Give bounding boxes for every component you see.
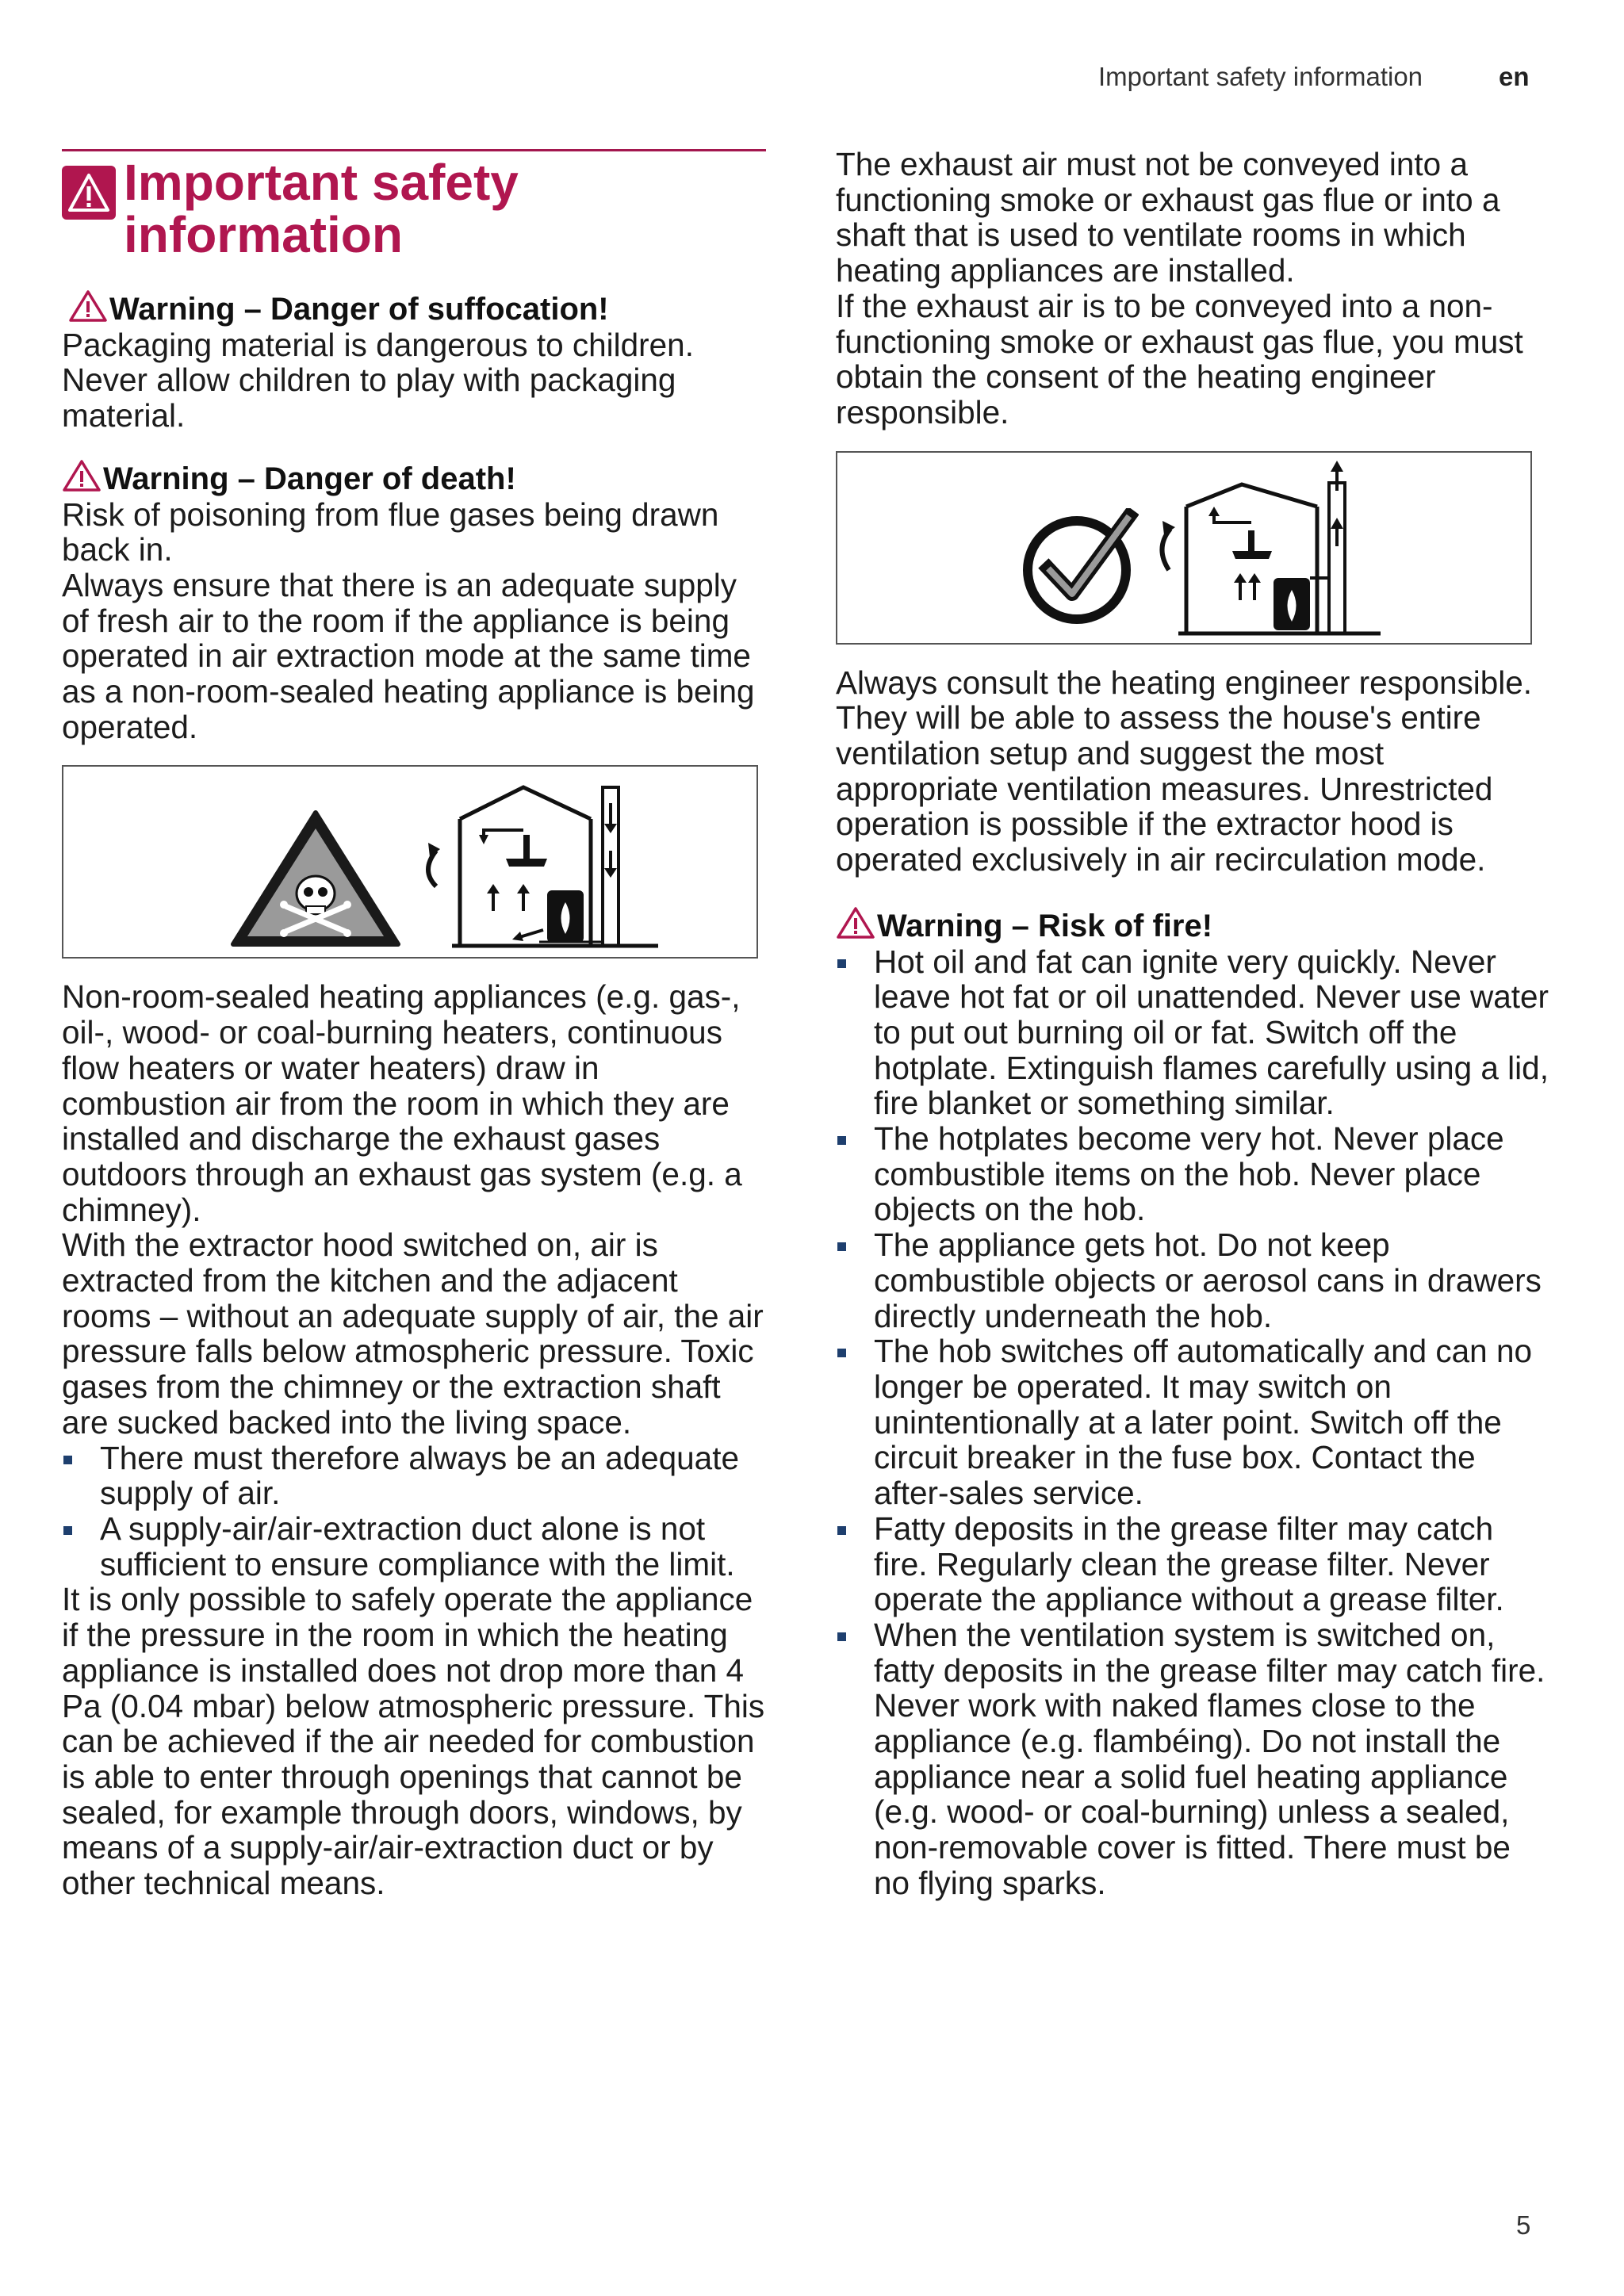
danger-illustration xyxy=(62,765,758,959)
list-item: When the ventilation system is switched on, fatty deposits in the grease filter may catch fire. Never work with naked flames close to the appliance (e.g. flambéing). Do not install the appliance near a solid fuel heating appliance (e.g. wood- or coal-burning) unless a sealed, non-removable cover is fitted. There must be no flying sparks. xyxy=(836,1617,1549,1901)
danger-skull-icon xyxy=(228,808,403,949)
warning-suffocation-text: Packaging material is dangerous to children. Never allow children to play with packaging material. xyxy=(62,326,694,434)
warning-death-heading xyxy=(62,459,766,497)
warning-suffocation-heading xyxy=(68,289,766,327)
list-item: The appliance gets hot. Do not keep combustible objects or aerosol cans in drawers directly underneath the hob. xyxy=(836,1227,1549,1334)
warning-triangle-icon xyxy=(62,459,102,492)
non-functioning-flue-paragraph: If the exhaust air is to be conveyed into a non-functioning smoke or exhaust gas flue, you must obtain the consent of the heating engineer responsible. xyxy=(836,287,1523,430)
warning-death-text2: Always ensure that there is an adequate supply of fresh air to the room if the appliance is being operated in air extraction mode at the same time as a non-room-sealed heating appliance is being operated. xyxy=(62,566,755,745)
heading-text: Warning – Danger of suffocation! xyxy=(109,292,609,327)
list-item: The hob switches off automatically and can no longer be operated. It may switch on unintentionally at a later point. Switch off the circuit breaker in the fuse box. Contact the after-sales service. xyxy=(836,1334,1549,1511)
warning-triangle-icon xyxy=(62,166,116,220)
fire-risk-list xyxy=(836,944,1549,1901)
heading-text: Warning – Risk of fire! xyxy=(877,908,1213,943)
warning-triangle-icon xyxy=(68,289,108,323)
exhaust-air-paragraph: The exhaust air must not be conveyed into a functioning smoke or exhaust gas flue or into a shaft that is used to ventilate rooms in which heating appliances are installed. xyxy=(836,146,1500,289)
list-item: The hotplates become very hot. Never place combustible items on the hob. Never place objects on the hob. xyxy=(836,1121,1549,1227)
warning-triangle-icon xyxy=(836,906,875,939)
list-item: Hot oil and fat can ignite very quickly. Never leave hot fat or oil unattended. Never use water to put out burning oil or fat. Switch off the hotplate. Extinguish flames carefully using a lid, fire blanket or something similar. xyxy=(836,944,1549,1122)
list-item: There must therefore always be an adequate supply of air. xyxy=(62,1441,766,1511)
section-title xyxy=(62,156,766,261)
air-supply-list xyxy=(62,1441,766,1582)
extractor-pressure-paragraph: With the extractor hood switched on, air is extracted from the kitchen and the adjacent rooms – without an adequate supply of air, the air pressure falls below atmospheric pressure. Toxic gases from the chimney or the extraction shaft are sucked backed into the living space. xyxy=(62,1226,764,1441)
list-item: A supply-air/air-extraction duct alone is not sufficient to ensure compliance with the limit. xyxy=(62,1511,766,1582)
page-number: 5 xyxy=(1516,2210,1531,2240)
list-item: Fatty deposits in the grease filter may catch fire. Regularly clean the grease filter. Never operate the appliance without a grease filter. xyxy=(836,1511,1549,1617)
page-title-line1: Important safety xyxy=(124,154,519,211)
safe-operation-paragraph: It is only possible to safely operate the appliance if the pressure in the room in which the heating appliance is installed does not drop more than 4 Pa (0.04 mbar) below atmospheric pressure. This can be achieved if the air needed for combustion is able to enter through openings that cannot be sealed, for example through doors, windows, by means of a supply-air/air-extraction duct or by other technical means. xyxy=(62,1581,765,1902)
warning-death-text1: Risk of poisoning from flue gases being drawn back in. xyxy=(62,496,719,568)
right-column xyxy=(836,147,1549,1901)
house-extractor-chimney-icon xyxy=(404,771,674,955)
running-header: Important safety information xyxy=(1098,62,1423,91)
left-column xyxy=(62,149,766,1901)
approved-illustration xyxy=(836,451,1532,645)
consult-engineer-paragraph: Always consult the heating engineer responsible. They will be able to assess the house's entire ventilation setup and suggest the most appropriate ventilation measures. Unrestricted operation is possible if the extractor hood is operated exclusively in air recirculation mode. xyxy=(836,664,1533,878)
page-title-line2: information xyxy=(124,206,403,263)
heating-appliances-paragraph: Non-room-sealed heating appliances (e.g. gas-, oil-, wood- or coal-burning heaters, continuous flow heaters or water heaters) draw in combustion air from the room in which they are installed and discharge the exhaust gases outdoors through an exhaust gas system (e.g. a chimney). xyxy=(62,978,742,1228)
warning-fire-heading xyxy=(836,906,1549,944)
language-code: en xyxy=(1499,62,1530,91)
heading-text: Warning – Danger of death! xyxy=(103,461,516,496)
title-rule xyxy=(62,149,766,151)
house-extractor-chimney-icon xyxy=(1155,459,1408,641)
checkmark-icon xyxy=(1020,508,1139,627)
